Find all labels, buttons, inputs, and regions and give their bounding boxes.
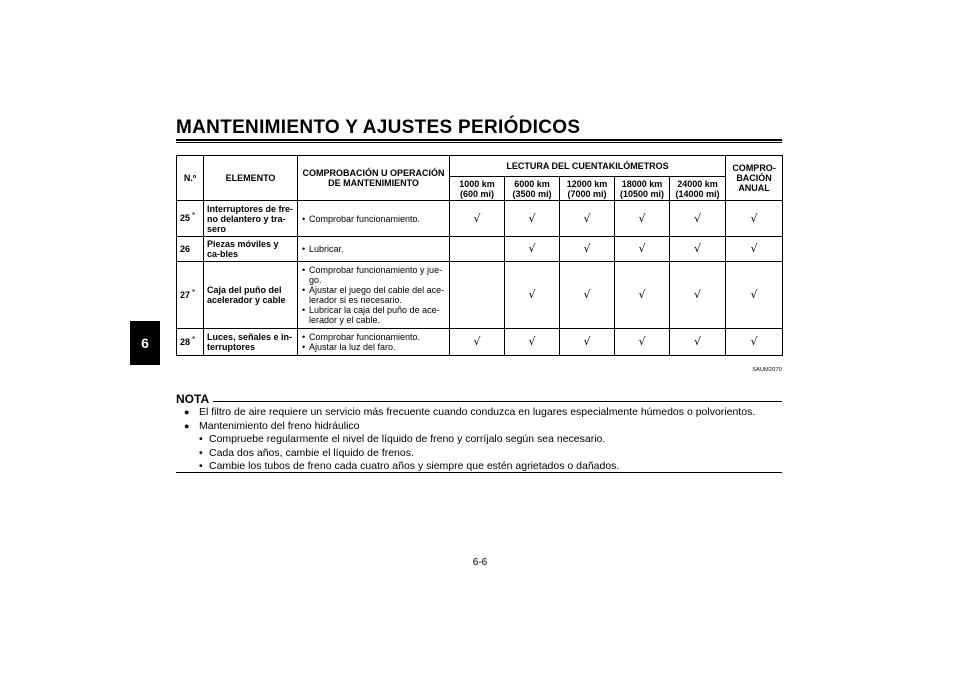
interval-cell	[450, 201, 505, 237]
interval-cell	[670, 201, 726, 237]
check-mark-icon: √	[583, 211, 591, 225]
check-item: • Ajustar el juego del cable del ace-lerador si es necesario.	[302, 285, 445, 305]
header-km-0	[450, 177, 505, 201]
check-mark-icon: √	[528, 335, 536, 348]
interval-cell	[615, 201, 670, 237]
header-mi-value: (600 mi)	[459, 188, 494, 199]
check-list	[302, 265, 445, 325]
row-element: Luces, señales e in-terruptores	[204, 329, 298, 356]
check-mark-icon: √	[583, 242, 591, 255]
nota-item-text: El filtro de aire requiere un servicio más frecuente cuando conduzca en lugares especialmente húmedos o polvorientos.	[199, 406, 756, 418]
interval-cell	[615, 237, 670, 262]
nota-subitem-text: Cambie los tubos de freno cada cuatro años y siempre que estén agrietados o dañados.	[209, 460, 620, 472]
check-mark-icon: √	[583, 288, 591, 301]
nota-subitem-text: Cada dos años, cambie el líquido de frenos.	[209, 446, 414, 459]
nota-subitem-text: Compruebe regularmente el nivel de líquido de freno y corríjalo según sea necesario.	[209, 433, 606, 445]
check-mark-icon: √	[694, 211, 702, 225]
check-item: • Comprobar funcionamiento.	[302, 332, 445, 342]
header-km-value: 24000 km	[677, 178, 718, 189]
row-number-value: 25	[180, 213, 191, 223]
check-mark-icon: √	[750, 211, 758, 225]
interval-cell	[615, 329, 670, 356]
row-element: Piezas móviles y ca-bles	[204, 237, 298, 262]
row-number	[177, 237, 204, 262]
check-item: • Comprobar funcionamiento.	[302, 214, 445, 224]
page-number: 6-6	[472, 557, 488, 568]
header-km-4	[670, 177, 726, 201]
maintenance-table	[176, 155, 783, 356]
interval-cell	[560, 237, 615, 262]
interval-cell	[726, 329, 783, 356]
check-mark-icon: √	[638, 288, 646, 301]
row-element: Caja del puño del acelerador y cable	[204, 262, 298, 329]
interval-cell	[560, 329, 615, 356]
check-mark-icon: √	[638, 211, 646, 225]
interval-cell	[505, 329, 560, 356]
row-checks	[298, 329, 450, 356]
check-mark-icon: √	[528, 211, 536, 225]
nota-heading: NOTA	[176, 392, 213, 406]
row-star-marker	[190, 242, 192, 251]
row-checks	[298, 237, 450, 262]
row-checks	[298, 201, 450, 237]
row-number	[177, 329, 204, 356]
interval-cell	[505, 237, 560, 262]
interval-cell	[450, 237, 505, 262]
chapter-tab: 6	[130, 321, 160, 365]
interval-cell	[505, 262, 560, 329]
check-mark-icon: √	[583, 335, 591, 348]
table-row	[177, 237, 783, 262]
check-mark-icon: √	[750, 335, 758, 348]
check-item: • Ajustar la luz del faro.	[302, 342, 445, 352]
check-mark-icon: √	[528, 288, 536, 301]
interval-cell	[450, 329, 505, 356]
header-lectura: LECTURA DEL CUENTAKILÓMETROS	[450, 156, 726, 177]
interval-cell	[670, 262, 726, 329]
bullet-circle-icon: ●	[184, 407, 190, 417]
check-list	[302, 244, 445, 254]
check-mark-icon: √	[694, 288, 702, 301]
nota-bottom-rule	[176, 472, 782, 473]
row-star-marker: *	[192, 287, 196, 297]
table-row	[177, 262, 783, 329]
header-km-value: 6000 km	[514, 178, 550, 189]
check-mark-icon: √	[750, 288, 758, 301]
bullet-icon: •	[199, 460, 203, 472]
bullet-icon: •	[199, 433, 203, 445]
row-star-marker: *	[192, 334, 196, 344]
row-number-value: 26	[180, 243, 191, 254]
check-mark-icon: √	[473, 335, 481, 348]
check-mark-icon: √	[638, 335, 646, 348]
nota-item-text: Mantenimiento del freno hidráulico	[199, 419, 360, 432]
check-list	[302, 214, 445, 224]
table-row	[177, 201, 783, 237]
check-item: • Lubricar la caja del puño de ace-lerador y el cable.	[302, 305, 445, 325]
header-km-value: 18000 km	[621, 178, 663, 189]
row-number-value: 28	[180, 336, 191, 347]
check-item: • Comprobar funcionamiento y jue-go.	[302, 265, 445, 285]
header-comprobacion: COMPROBACIÓN U OPERACIÓN DE MANTENIMIENTO	[298, 156, 450, 201]
interval-cell	[726, 262, 783, 329]
document-code: SAUM2070	[752, 367, 782, 373]
row-number	[177, 201, 204, 237]
nota-subitem	[184, 433, 782, 447]
interval-cell	[560, 262, 615, 329]
nota-top-rule	[176, 401, 782, 402]
header-mi-value: (14000 mi)	[675, 188, 720, 199]
header-km-value: 1000 km	[459, 178, 495, 189]
nota-item	[184, 420, 782, 434]
check-mark-icon: √	[528, 242, 536, 255]
row-element: Interruptores de fre-no delantero y tra-sero	[204, 201, 298, 237]
check-list	[302, 332, 445, 352]
row-number-value: 27	[180, 289, 191, 300]
row-checks	[298, 262, 450, 329]
header-mi-value: (7000 mi)	[567, 188, 607, 199]
interval-cell	[726, 201, 783, 237]
header-mi-value: (10500 mi)	[619, 188, 665, 199]
nota-item	[184, 406, 782, 420]
header-km-1	[505, 177, 560, 201]
interval-cell	[560, 201, 615, 237]
nota-body	[184, 406, 782, 474]
header-anual: COMPRO-BACIÓN ANUAL	[726, 156, 783, 201]
check-mark-icon: √	[638, 242, 646, 255]
check-mark-icon: √	[473, 211, 481, 225]
interval-cell	[670, 329, 726, 356]
interval-cell	[505, 201, 560, 237]
interval-cell	[726, 237, 783, 262]
interval-cell	[615, 262, 670, 329]
header-elemento: ELEMENTO	[204, 156, 298, 201]
header-mi-value: (3500 mi)	[512, 188, 552, 199]
check-mark-icon: √	[694, 335, 702, 348]
header-km-2	[560, 177, 615, 201]
check-mark-icon: √	[750, 242, 758, 255]
bullet-circle-icon: ●	[184, 420, 190, 431]
table-row	[177, 329, 783, 356]
header-km-value: 12000 km	[566, 178, 608, 189]
row-number	[177, 262, 204, 329]
check-item: • Lubricar.	[302, 244, 445, 254]
nota-subitem	[184, 447, 782, 461]
header-no: N.º	[177, 156, 204, 201]
check-mark-icon: √	[694, 242, 702, 255]
row-star-marker: *	[192, 211, 196, 220]
title-rule	[176, 139, 782, 143]
page-title: MANTENIMIENTO Y AJUSTES PERIÓDICOS	[176, 117, 581, 138]
interval-cell	[670, 237, 726, 262]
interval-cell	[450, 262, 505, 329]
bullet-icon: •	[199, 446, 203, 459]
header-km-3	[615, 177, 670, 201]
